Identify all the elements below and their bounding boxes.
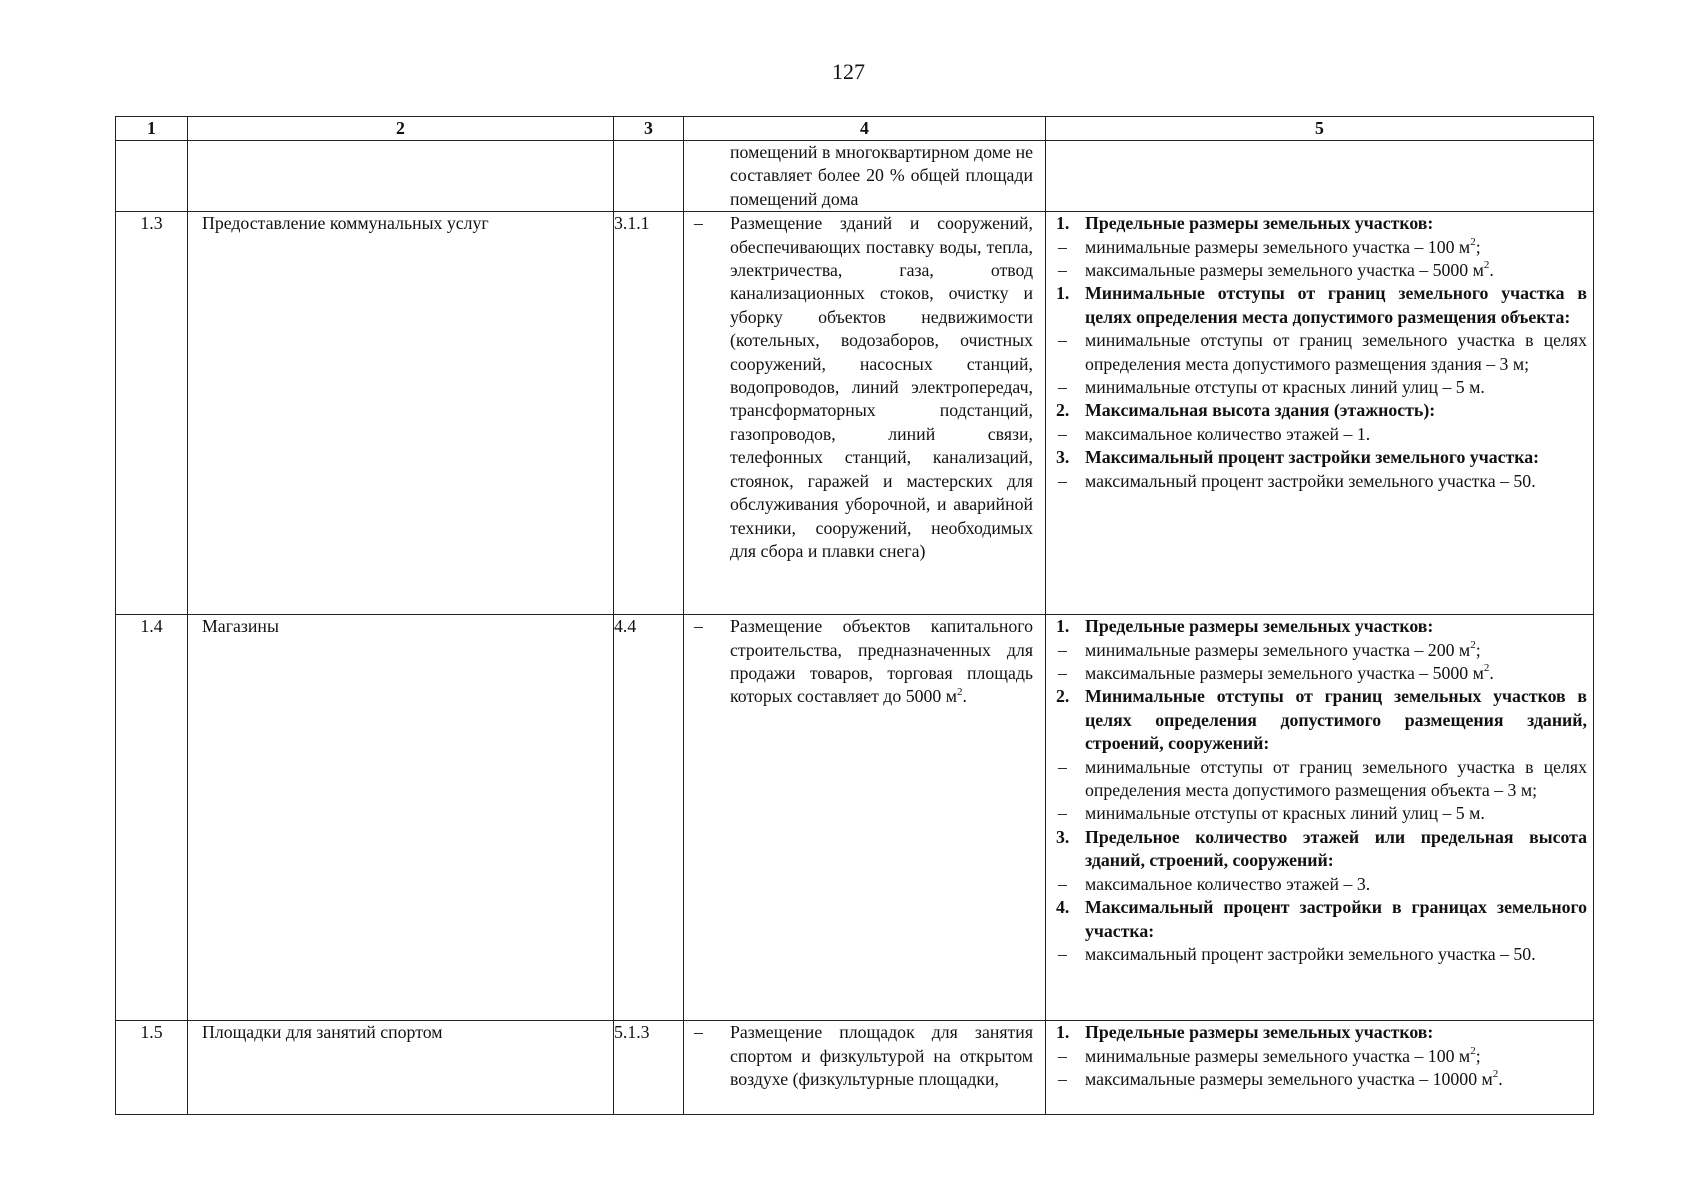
requirement-heading: Предельное количество этажей или предельная высота зданий, строений, сооружений: <box>1085 826 1587 871</box>
cell-name <box>188 141 614 212</box>
requirement-text <box>1085 423 1587 446</box>
requirement-text-tail: ; <box>1475 639 1481 660</box>
requirement-heading: Предельные размеры земельных участков: <box>1085 616 1434 637</box>
table-row <box>116 1021 1594 1115</box>
requirement-number: 2. <box>1056 400 1070 421</box>
cell-code: 4.4 <box>614 615 684 1021</box>
requirement-text-main: минимальные отступы от границ земельного участка в целях определения места допустимого размещения объекта – 3 м; <box>1085 756 1587 801</box>
requirement-line <box>1056 259 1587 282</box>
cell-num: 1.4 <box>116 615 188 1021</box>
requirement-item <box>1056 896 1587 943</box>
description-sup: 2 <box>956 685 963 698</box>
requirement-text <box>1085 873 1587 896</box>
requirement-text <box>1085 943 1587 966</box>
requirement-heading: Максимальный процент застройки земельного участка: <box>1085 447 1540 468</box>
dash-mark: – <box>1058 377 1067 398</box>
requirement-text-main: минимальные отступы от границ земельного участка в целях определения места допустимого размещения здания – 3 м; <box>1085 330 1587 374</box>
table-header-row <box>116 117 1594 141</box>
description-text <box>730 1021 1033 1091</box>
requirement-text-tail: . <box>1498 1069 1503 1090</box>
unit-sup: 2 <box>1470 638 1476 651</box>
requirement-item <box>1056 685 1587 755</box>
requirement-number: 1. <box>1056 616 1070 637</box>
dash-mark: – <box>1058 639 1067 660</box>
dash-mark: – <box>1058 756 1067 777</box>
requirement-line <box>1056 423 1587 446</box>
dash-mark: – <box>1058 943 1067 964</box>
description-block <box>694 1021 1033 1091</box>
dash-mark: – <box>1058 663 1067 684</box>
dash-mark: – <box>1058 803 1067 824</box>
requirement-number: 3. <box>1056 447 1070 468</box>
cell-num: 1.5 <box>116 1021 188 1115</box>
dash-mark: – <box>1058 873 1067 894</box>
requirement-line <box>1056 639 1587 662</box>
table-row <box>116 615 1594 1021</box>
requirement-item <box>1056 615 1587 638</box>
dash-mark: – <box>1058 423 1067 444</box>
unit-sup: 2 <box>1483 259 1490 272</box>
requirement-line <box>1056 1068 1587 1091</box>
requirement-text <box>1085 259 1587 282</box>
requirement-line <box>1056 329 1587 376</box>
requirement-item <box>1056 282 1587 329</box>
dash-mark: – <box>1058 330 1067 351</box>
cell-code: 5.1.3 <box>614 1021 684 1115</box>
requirement-text-tail: ; <box>1475 1045 1481 1066</box>
requirement-number: 1. <box>1056 213 1070 234</box>
dash-mark: – <box>1058 260 1067 281</box>
dash-mark: – <box>694 616 703 637</box>
cell-description <box>684 615 1046 1021</box>
cell-description <box>684 141 1046 212</box>
dash-mark: – <box>1058 1045 1067 1066</box>
requirement-text <box>1085 802 1587 825</box>
dash-mark: – <box>694 1022 703 1043</box>
requirement-heading: Предельные размеры земельных участков: <box>1085 1022 1434 1043</box>
description-tail: . <box>962 686 967 707</box>
requirement-number: 1. <box>1056 283 1070 304</box>
description-main: Размещение площадок для занятия спортом и физкультурой на открытом воздухе (физкультурные площадки, <box>730 1022 1033 1090</box>
requirement-heading: Предельные размеры земельных участков: <box>1085 213 1434 234</box>
requirement-text-main: минимальные отступы от красных линий улиц – 5 м. <box>1085 803 1485 824</box>
unit-sup: 2 <box>1470 235 1476 248</box>
description-block <box>694 212 1033 563</box>
requirement-line <box>1056 236 1587 259</box>
requirement-line <box>1056 376 1587 399</box>
requirement-text-main: максимальное количество этажей – 1. <box>1085 423 1371 444</box>
cell-name: Предоставление коммунальных услуг <box>188 212 614 615</box>
cell-name: Площадки для занятий спортом <box>188 1021 614 1115</box>
requirement-text-main: максимальный процент застройки земельного участка – 50. <box>1085 470 1536 491</box>
requirement-line <box>1056 662 1587 685</box>
requirement-number: 3. <box>1056 826 1070 847</box>
requirement-text <box>1085 1068 1587 1091</box>
requirement-text-main: максимальное количество этажей – 3. <box>1085 873 1371 894</box>
requirement-line <box>1056 943 1587 966</box>
requirement-text <box>1085 1045 1587 1068</box>
header-col-4: 4 <box>684 117 1046 141</box>
requirement-line <box>1056 756 1587 803</box>
requirement-item <box>1056 1021 1587 1044</box>
requirement-text-main: максимальный процент застройки земельного участка – 50. <box>1085 943 1536 964</box>
requirement-heading: Максимальная высота здания (этажность): <box>1085 400 1436 421</box>
requirement-item <box>1056 212 1587 235</box>
dash-mark: – <box>1058 236 1067 257</box>
cell-requirements <box>1046 1021 1594 1115</box>
header-col-5: 5 <box>1046 117 1594 141</box>
requirement-text <box>1085 639 1587 662</box>
requirement-text-main: максимальные размеры земельного участка – 5000 м <box>1085 260 1484 281</box>
unit-sup: 2 <box>1470 1044 1476 1057</box>
requirement-number: 1. <box>1056 1022 1070 1043</box>
requirement-heading: Минимальные отступы от границ земельного участка в целях определения места допустимого размещения объекта: <box>1085 283 1587 327</box>
header-col-2: 2 <box>188 117 614 141</box>
requirement-item <box>1056 399 1587 422</box>
page-number: 127 <box>832 59 865 84</box>
cell-num <box>116 141 188 212</box>
description-text <box>730 212 1033 563</box>
zoning-table <box>115 116 1594 1115</box>
cell-requirements <box>1046 141 1594 212</box>
unit-sup: 2 <box>1483 662 1490 675</box>
description-block <box>694 615 1033 709</box>
cell-num: 1.3 <box>116 212 188 615</box>
cell-code: 3.1.1 <box>614 212 684 615</box>
requirement-text-main: максимальные размеры земельного участка – 5000 м <box>1085 663 1484 684</box>
description-text: помещений в многоквартирном доме не составляет более 20 % общей площади помещений дома <box>730 142 1033 209</box>
table-row-continued <box>116 141 1594 212</box>
header-col-1: 1 <box>116 117 188 141</box>
cell-requirements <box>1046 615 1594 1021</box>
description-main: Размещение зданий и сооружений, обеспечивающих поставку воды, тепла, электричества, газа, отвод канализационных стоков, очистку и уборку объектов недвижимости (котельных, водозаборов, очистных сооружений, насосных станций, водопроводов, линий электропередач, трансформаторных подстанций, газопроводов, линий связи, телефонных станций, канализаций, стоянок, гаражей и мастерских для обслуживания уборочной, и аварийной техники, сооружений, необходимых для сбора и плавки снега) <box>730 213 1033 561</box>
cell-description <box>684 212 1046 615</box>
description-main: Размещение объектов капитального строительства, предназначенных для продажи товаров, торговая площадь которых составляет до 5000 м <box>730 616 1033 707</box>
requirement-number: 2. <box>1056 686 1070 707</box>
unit-sup: 2 <box>1492 1068 1499 1081</box>
requirement-text-tail: . <box>1489 260 1494 281</box>
requirement-item <box>1056 826 1587 873</box>
requirement-number: 4. <box>1056 897 1070 918</box>
cell-code <box>614 141 684 212</box>
requirement-text <box>1085 329 1587 376</box>
requirement-text <box>1085 756 1587 803</box>
dash-mark: – <box>1058 1069 1067 1090</box>
cell-description <box>684 1021 1046 1115</box>
requirement-heading: Максимальный процент застройки в границах земельного участка: <box>1085 897 1587 941</box>
requirement-heading: Минимальные отступы от границ земельных участков в целях определения допустимого размещения зданий, строений, сооружений: <box>1085 686 1587 754</box>
table-row <box>116 212 1594 615</box>
dash-mark: – <box>1058 470 1067 491</box>
requirement-text-main: минимальные отступы от красных линий улиц – 5 м. <box>1085 377 1485 398</box>
requirement-line <box>1056 470 1587 493</box>
requirement-text-tail: ; <box>1475 236 1481 257</box>
description-text <box>730 615 1033 709</box>
requirement-text-main: минимальные размеры земельного участка – 100 м <box>1085 1045 1471 1066</box>
requirement-item <box>1056 446 1587 469</box>
requirement-line <box>1056 1045 1587 1068</box>
requirement-text-main: минимальные размеры земельного участка – 100 м <box>1085 236 1471 257</box>
requirement-line <box>1056 802 1587 825</box>
header-col-3: 3 <box>614 117 684 141</box>
requirement-text-main: максимальные размеры земельного участка – 10000 м <box>1085 1069 1493 1090</box>
requirement-text <box>1085 470 1587 493</box>
cell-name: Магазины <box>188 615 614 1021</box>
requirement-line <box>1056 873 1587 896</box>
cell-requirements <box>1046 212 1594 615</box>
requirement-text <box>1085 662 1587 685</box>
dash-mark: – <box>694 213 703 234</box>
requirement-text <box>1085 236 1587 259</box>
requirement-text-main: минимальные размеры земельного участка – 200 м <box>1085 639 1471 660</box>
requirement-text <box>1085 376 1587 399</box>
requirement-text-tail: . <box>1489 663 1494 684</box>
